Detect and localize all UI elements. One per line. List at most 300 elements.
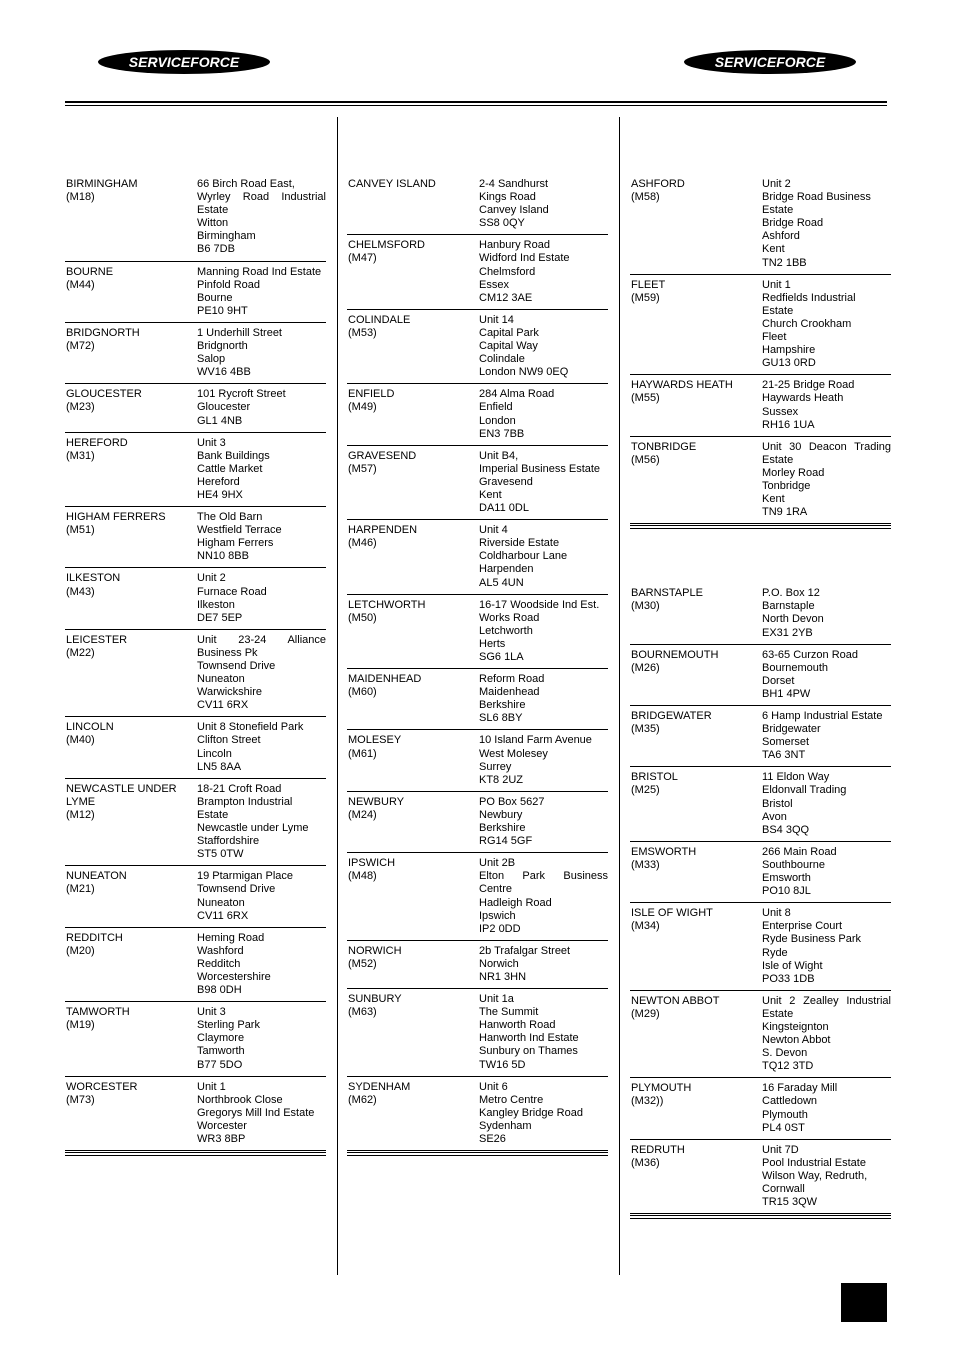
address-line: Cattle Market (197, 462, 263, 475)
location-line: (M56) (631, 453, 660, 466)
address-line: Ipswich (479, 909, 516, 922)
centre-location (348, 314, 479, 379)
location-line: REDDITCH (66, 931, 123, 944)
centre-location (66, 178, 197, 257)
service-centre-entry (347, 989, 608, 1077)
centre-location (631, 710, 762, 762)
address-line: Furnace Road (197, 585, 267, 598)
location-line: (M12) (66, 808, 95, 821)
address-line: TQ12 3TD (762, 1060, 814, 1073)
location-line: (M48) (348, 870, 377, 883)
address-line: Brampton Industrial (197, 795, 293, 808)
page-tab-marker (841, 1283, 887, 1322)
centre-location (631, 995, 762, 1074)
service-centre-entry (630, 767, 891, 841)
address-line: Estate (762, 304, 794, 317)
service-centre-entry (347, 595, 608, 669)
address-line: Heming Road (197, 931, 265, 944)
address-line: TN2 1BB (762, 256, 807, 269)
centre-location (66, 870, 197, 922)
location-line: HAYWARDS HEATH (631, 379, 733, 392)
service-centre-entry (630, 437, 891, 525)
centre-location (631, 441, 762, 520)
address-line: 21-25 Bridge Road (762, 379, 855, 392)
address-line: 2b Trafalgar Street (479, 944, 571, 957)
location-line: SYDENHAM (348, 1080, 411, 1093)
address-line: 18-21 Croft Road (197, 782, 282, 795)
service-centre-entry (630, 1140, 891, 1214)
address-line: B98 0DH (197, 984, 242, 997)
address-line: Metro Centre (479, 1093, 544, 1106)
centre-address (762, 995, 891, 1074)
centre-address (197, 178, 326, 257)
address-line: Unit 1a (479, 993, 514, 1006)
location-line: (M52) (348, 957, 377, 970)
location-line: ASHFORD (631, 178, 685, 190)
location-line: GRAVESEND (348, 449, 417, 462)
location-line: PLYMOUTH (631, 1082, 692, 1095)
location-line: (M61) (348, 747, 377, 760)
service-centre-entry (65, 568, 326, 629)
centre-location (348, 599, 479, 664)
centre-location (631, 279, 762, 371)
address-line: Hanbury Road (479, 239, 550, 252)
centre-address (479, 673, 608, 725)
address-line: 2-4 Sandhurst (479, 178, 549, 190)
address-line: Newbury (479, 808, 523, 821)
centre-location (66, 388, 197, 427)
address-line: Centre (479, 883, 513, 896)
address-line: Unit 23-24 Alliance (197, 633, 326, 646)
centre-location (66, 634, 197, 713)
serviceforce-logo-left (97, 49, 271, 75)
address-line: Hanworth Road (479, 1019, 556, 1032)
service-centre-entry (347, 520, 608, 594)
address-line: B6 7DB (197, 243, 235, 256)
address-line: WR3 8BP (197, 1133, 246, 1145)
location-line: BOURNE (66, 265, 114, 278)
address-line: Unit 1 (197, 1080, 226, 1093)
address-line: Worcester (197, 1119, 247, 1132)
centre-location (348, 945, 479, 984)
service-centre-entry (65, 928, 326, 1002)
address-line: Gloucester (197, 401, 251, 414)
centre-location (631, 178, 762, 270)
address-line: Hereford (197, 475, 240, 488)
address-line: Kings Road (479, 191, 536, 204)
address-line: Staffordshire (197, 835, 260, 848)
centre-location (66, 783, 197, 862)
location-line: (M43) (66, 585, 95, 598)
address-line: Ryde (762, 946, 788, 959)
centre-address (479, 524, 608, 589)
address-line: Berkshire (479, 822, 526, 835)
centre-address (479, 945, 608, 984)
location-line: ILKESTON (66, 572, 121, 585)
location-line: CANVEY ISLAND (348, 178, 436, 190)
centre-location (631, 587, 762, 639)
address-line: Capital Park (479, 326, 539, 339)
location-line: WORCESTER (66, 1080, 138, 1093)
location-line: (M19) (66, 1019, 95, 1032)
location-line: (M73) (66, 1093, 95, 1106)
location-line: (M34) (631, 920, 660, 933)
address-line: Kingsteignton (762, 1020, 829, 1033)
centre-address (197, 266, 326, 318)
location-line: BARNSTAPLE (631, 587, 703, 600)
location-line: BOURNEMOUTH (631, 648, 719, 661)
centre-location (631, 846, 762, 898)
address-line: 19 Ptarmigan Place (197, 870, 293, 883)
address-line: Avon (762, 810, 787, 823)
centre-location (66, 932, 197, 997)
address-line: SG6 1LA (479, 651, 524, 663)
address-line: Hadleigh Road (479, 896, 552, 909)
address-line: SE26 (479, 1133, 506, 1145)
centre-location (66, 266, 197, 318)
centre-address (479, 314, 608, 379)
address-line: 16-17 Woodside Ind Est. (479, 598, 600, 611)
address-line: The Old Barn (197, 511, 263, 524)
service-centre-entry (65, 779, 326, 867)
location-line: CHELMSFORD (348, 239, 426, 252)
address-line: NN10 8BB (197, 550, 249, 563)
location-line: FLEET (631, 278, 666, 291)
address-line: Unit 3 (197, 436, 226, 449)
address-line: Estate (197, 204, 229, 217)
centre-address (762, 178, 891, 270)
location-line: LYME (66, 795, 96, 808)
address-line: Coldharbour Lane (479, 550, 568, 563)
address-line: North Devon (762, 613, 824, 626)
centre-location (66, 572, 197, 624)
centre-location (66, 437, 197, 502)
address-line: Kent (762, 243, 785, 256)
location-line: HIGHAM FERRERS (66, 511, 166, 524)
section-end-rule (630, 1215, 891, 1219)
address-line: KT8 2UZ (479, 773, 524, 786)
serviceforce-logo-right (683, 49, 857, 75)
address-line: Cornwall (762, 1183, 805, 1195)
address-line: Washford (197, 944, 244, 957)
address-line: Somerset (762, 736, 810, 749)
address-line: Clifton Street (197, 734, 261, 747)
address-line: CM12 3AE (479, 291, 533, 304)
location-line: MOLESEY (348, 734, 402, 747)
address-line: Worcestershire (197, 970, 271, 983)
address-line: Unit 7D (762, 1143, 799, 1156)
centre-address (479, 599, 608, 664)
address-line: Enterprise Court (762, 920, 843, 933)
address-line: PL4 0ST (762, 1121, 805, 1134)
address-line: DA11 0DL (479, 502, 529, 515)
location-line: NEWBURY (348, 795, 405, 808)
centre-address (762, 710, 891, 762)
location-line: REDRUTH (631, 1143, 685, 1156)
address-line: Bridge Road (762, 217, 824, 230)
location-line: (M50) (348, 611, 377, 624)
service-centre-entry (630, 991, 891, 1079)
centre-address (762, 771, 891, 836)
address-line: Plymouth (762, 1108, 808, 1121)
centre-location (348, 524, 479, 589)
address-line: Newcastle under Lyme (197, 822, 309, 835)
address-line: Widford Ind Estate (479, 252, 570, 265)
address-line: Westfield Terrace (197, 524, 282, 537)
address-line: WV16 4BB (197, 366, 251, 379)
service-centre-entry (630, 645, 891, 706)
location-line: (M60) (348, 686, 377, 699)
location-line: (M49) (348, 401, 377, 414)
logo-mark (97, 49, 271, 75)
address-line: Works Road (479, 611, 540, 624)
address-line: TW16 5D (479, 1058, 526, 1071)
address-line: Cattledown (762, 1095, 818, 1108)
address-line: Eldonvall Trading (762, 784, 847, 797)
section-gap (630, 529, 891, 585)
location-line: EMSWORTH (631, 845, 697, 858)
address-line: 1 Underhill Street (197, 326, 282, 339)
service-centre-entry (65, 262, 326, 323)
address-line: Kangley Bridge Road (479, 1106, 583, 1119)
centre-address (197, 388, 326, 427)
address-line: Ryde Business Park (762, 933, 862, 946)
location-line: LETCHWORTH (348, 598, 426, 611)
centre-address (197, 511, 326, 563)
address-line: Norwich (479, 957, 519, 970)
service-centre-entry (65, 1077, 326, 1151)
service-centre-entry (65, 1002, 326, 1076)
address-line: DE7 5EP (197, 611, 243, 624)
address-line: Estate (197, 808, 229, 821)
svg-text:SERVICEFORCE: SERVICEFORCE (128, 54, 240, 70)
address-line: Emsworth (762, 872, 811, 885)
centre-address (197, 1006, 326, 1071)
address-line: Gravesend (479, 475, 533, 488)
address-line: Redditch (197, 957, 241, 970)
service-centre-entry (347, 310, 608, 384)
address-line: CV11 6RX (197, 909, 249, 922)
centre-location (631, 1144, 762, 1209)
address-line: Unit 6 (479, 1080, 508, 1093)
service-centre-entry (347, 176, 608, 235)
address-line: 10 Island Farm Avenue (479, 734, 592, 747)
service-centre-entry (65, 384, 326, 432)
address-line: PE10 9HT (197, 304, 248, 317)
location-line: (M36) (631, 1156, 660, 1169)
centre-location (66, 327, 197, 379)
location-line: HARPENDEN (348, 524, 418, 537)
address-line: Wilson Way, Redruth, (762, 1169, 868, 1182)
address-line: Bank Buildings (197, 449, 270, 462)
service-centre-entry (65, 507, 326, 568)
address-line: Church Crookham (762, 317, 852, 330)
address-line: Letchworth (479, 624, 533, 637)
address-line: SS8 0QY (479, 217, 525, 230)
location-line: BRIDGEWATER (631, 710, 712, 722)
address-line: Isle of Wight (762, 959, 823, 972)
address-line: GL1 4NB (197, 414, 243, 427)
address-line: Hampshire (762, 344, 816, 357)
centre-address (762, 1082, 891, 1134)
centre-address (762, 907, 891, 986)
location-line: GLOUCESTER (66, 388, 142, 401)
address-line: Sussex (762, 405, 799, 418)
centre-address (197, 327, 326, 379)
centre-address (762, 279, 891, 371)
location-line: (M22) (66, 646, 95, 659)
service-centre-entry (347, 669, 608, 730)
address-line: 16 Faraday Mill (762, 1082, 838, 1095)
centre-location (348, 178, 479, 230)
location-line: (M29) (631, 1007, 660, 1020)
address-line: 101 Rycroft Street (197, 388, 286, 401)
centre-address (479, 178, 608, 230)
address-line: LN5 8AA (197, 760, 242, 773)
address-line: Essex (479, 278, 509, 291)
service-centre-entry (630, 842, 891, 903)
centre-location (631, 379, 762, 431)
centre-address (479, 993, 608, 1072)
centre-location (348, 796, 479, 848)
address-line: Sterling Park (197, 1019, 260, 1032)
location-line: NEWCASTLE UNDER (66, 782, 177, 795)
address-line: Ilkeston (197, 598, 235, 611)
address-line: Business Pk (197, 646, 258, 659)
address-line: NR1 3HN (479, 970, 527, 983)
location-line: NUNEATON (66, 870, 127, 883)
address-line: PO10 8JL (762, 885, 811, 898)
location-line: (M57) (348, 462, 377, 475)
location-line: TAMWORTH (66, 1006, 130, 1019)
address-line: Unit 8 Stonefield Park (197, 721, 304, 734)
service-centre-entry (630, 275, 891, 376)
location-line: (M32)) (631, 1095, 664, 1108)
centre-location (348, 239, 479, 304)
centre-location (631, 907, 762, 986)
centre-location (66, 721, 197, 773)
centre-location (631, 649, 762, 701)
location-line: MAIDENHEAD (348, 673, 422, 686)
address-line: Capital Way (479, 340, 538, 353)
centre-address (197, 870, 326, 922)
address-line: Salop (197, 353, 226, 366)
service-centre-entry (65, 433, 326, 507)
address-line: The Summit (479, 1006, 539, 1019)
location-line: (M72) (66, 340, 95, 353)
address-line: Tamworth (197, 1045, 245, 1058)
address-line: 63-65 Curzon Road (762, 648, 859, 661)
centre-address (479, 1081, 608, 1146)
location-line: NEWTON ABBOT (631, 994, 720, 1007)
centre-location (348, 1081, 479, 1146)
address-line: Berkshire (479, 699, 526, 712)
centre-address (197, 437, 326, 502)
address-line: RH16 1UA (762, 418, 815, 431)
address-line: SL6 8BY (479, 712, 523, 725)
service-centre-entry (65, 866, 326, 927)
service-centre-entry (630, 585, 891, 644)
location-line: (M21) (66, 883, 95, 896)
address-line: TN9 1RA (762, 506, 808, 519)
address-line: Bridgnorth (197, 340, 248, 353)
address-line: Redfields Industrial (762, 291, 856, 304)
service-centre-entry (630, 176, 891, 275)
address-line: Unit 14 (479, 313, 514, 326)
address-line: S. Devon (762, 1047, 808, 1060)
location-line: (M51) (66, 524, 95, 537)
location-line: (M31) (66, 449, 95, 462)
centre-location (631, 1082, 762, 1134)
address-line: CV11 6RX (197, 699, 249, 712)
location-line: LEICESTER (66, 633, 128, 646)
address-line: Sydenham (479, 1119, 532, 1132)
centre-address (197, 721, 326, 773)
address-column-3 (630, 176, 891, 1219)
address-line: Unit B4, (479, 449, 519, 462)
service-centre-entry (347, 1077, 608, 1151)
location-line: BIRMINGHAM (66, 178, 138, 190)
address-column-1 (65, 176, 326, 1156)
location-line: (M53) (348, 326, 377, 339)
address-line: Nuneaton (197, 673, 245, 686)
centre-address (762, 587, 891, 639)
svg-text:SERVICEFORCE: SERVICEFORCE (714, 54, 826, 70)
logo-mark (683, 49, 857, 75)
location-line: ENFIELD (348, 388, 395, 401)
address-line: Chelmsford (479, 265, 536, 278)
address-line: TR15 3QW (762, 1196, 818, 1209)
centre-address (479, 239, 608, 304)
address-line: Enfield (479, 401, 513, 414)
address-line: Hanworth Ind Estate (479, 1032, 579, 1045)
service-centre-entry (65, 717, 326, 778)
address-line: Nuneaton (197, 896, 245, 909)
centre-address (762, 379, 891, 431)
address-line: Harpenden (479, 563, 534, 576)
address-line: Surrey (479, 760, 512, 773)
centre-location (66, 511, 197, 563)
location-line: (M55) (631, 392, 660, 405)
service-centre-entry (347, 853, 608, 941)
service-centre-entry (65, 323, 326, 384)
address-line: Kent (762, 493, 785, 506)
address-line: Bridge Road Business (762, 191, 871, 204)
address-line: EX31 2YB (762, 626, 813, 639)
address-line: Claymore (197, 1032, 245, 1045)
centre-address (762, 846, 891, 898)
location-line: BRISTOL (631, 771, 678, 784)
address-line: Bridgewater (762, 723, 821, 736)
location-line: (M46) (348, 537, 377, 550)
address-line: Bournemouth (762, 661, 829, 674)
address-line: 66 Birch Road East, (197, 178, 295, 190)
location-line: ISLE OF WIGHT (631, 907, 713, 920)
centre-location (631, 771, 762, 836)
location-line: SUNBURY (348, 993, 402, 1006)
address-line: Townsend Drive (197, 660, 276, 672)
address-line: TA6 3NT (762, 749, 806, 762)
address-line: Southbourne (762, 858, 825, 871)
address-line: Reform Road (479, 673, 545, 686)
address-line: Unit 3 (197, 1006, 226, 1019)
service-centre-entry (65, 176, 326, 262)
address-line: Tonbridge (762, 479, 811, 492)
service-centre-entry (630, 375, 891, 436)
centre-location (348, 734, 479, 786)
address-line: Elton Park Business (479, 870, 608, 883)
address-line: Pinfold Road (197, 278, 260, 291)
